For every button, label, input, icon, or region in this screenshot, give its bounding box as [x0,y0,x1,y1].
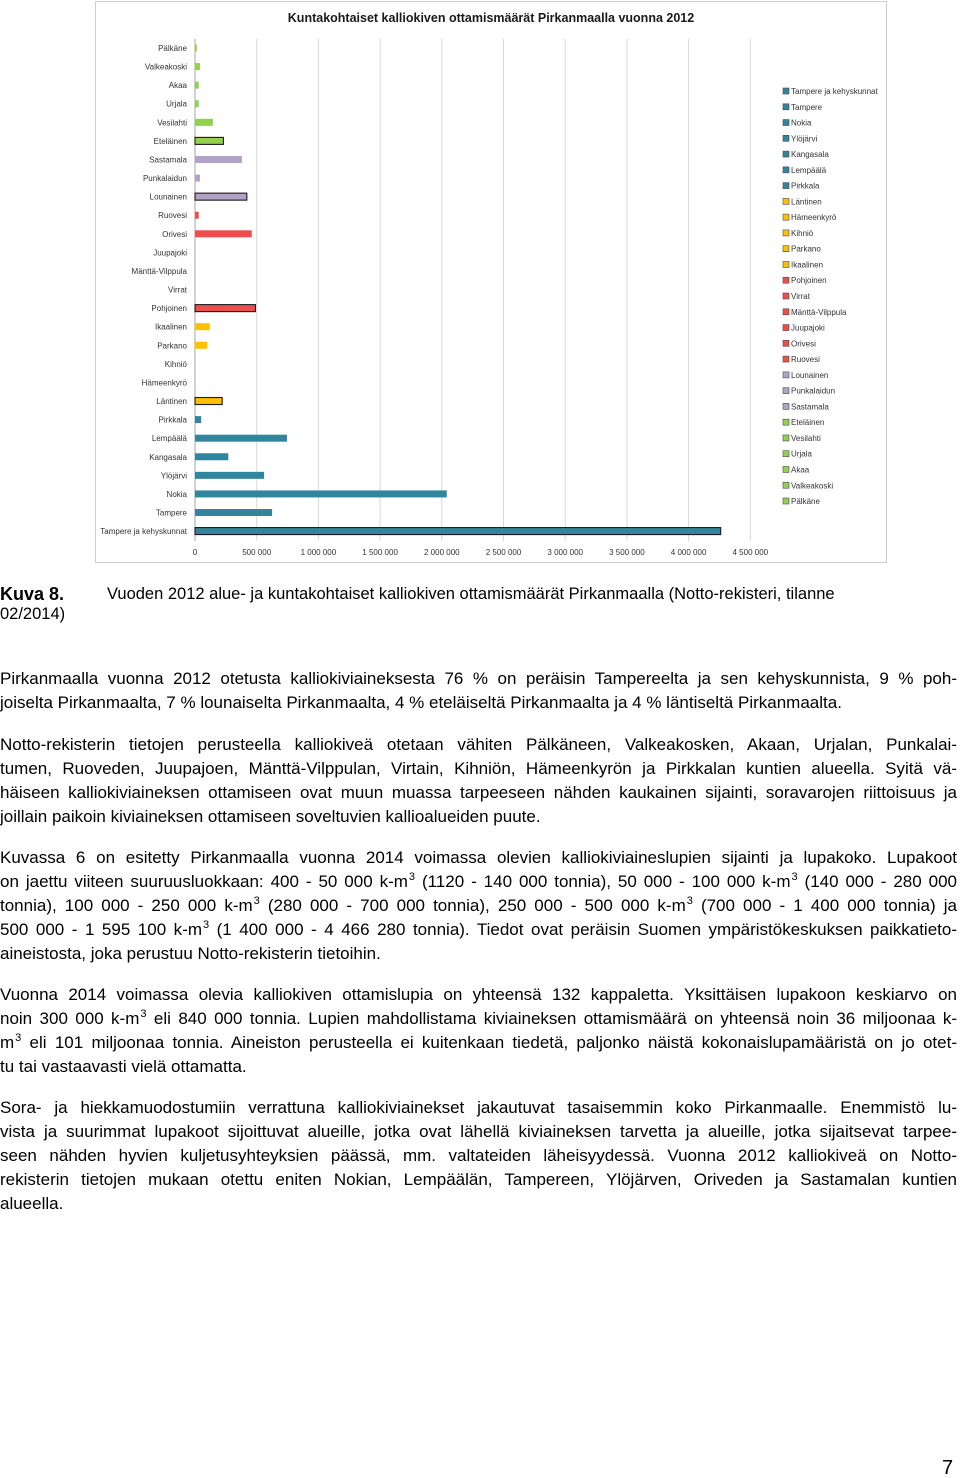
legend-swatch [783,498,789,504]
x-tick-label: 1 000 000 [300,548,337,557]
category-label: Tampere ja kehyskunnat [100,527,187,537]
category-label: Vesilahti [157,118,187,128]
bar [195,82,199,89]
legend-swatch [783,88,789,94]
legend-label: Virrat [791,292,810,302]
superscript: 3 [686,895,693,907]
chart-title: Kuntakohtaiset kalliokiven ottamismäärät Pirkanmaalla vuonna 2012 [287,11,695,25]
legend-label: Punkalaidun [791,386,836,396]
figure-label: Kuva 8. [0,584,65,604]
bar [195,435,287,442]
text-line [0,1168,957,1192]
bar [195,509,272,516]
text-segment: on jaettu viiteen suuruusluokkaan: 400 - 50 000 k-m [0,872,408,891]
legend-label: Lounainen [791,370,829,380]
bar [195,156,242,163]
bar [195,323,210,330]
category-label: Läntinen [156,397,187,407]
text-segment: m [0,1033,15,1052]
legend-label: Sastamala [791,402,829,412]
legend-label: Nokia [791,118,812,128]
legend-swatch [783,309,789,315]
legend-swatch [783,135,789,141]
bar [195,453,228,460]
text-segment: noin 300 000 k-m [0,1009,140,1028]
text-segment: (280 000 - 700 000 tonnia), 250 000 - 500 000 k-m [259,896,686,915]
bar [195,230,252,237]
text-segment: rekisterin tietojen mukaan otettu eniten Nokian, Lempäälän, Tampereen, Ylöjärven, Oriveden ja Sastamalan kuntien [0,1170,957,1189]
text-segment: seen nähden hyvien kuljetusyhteyksien päässä, mm. valtateiden läheisyydessä. Vuonna 2012 kalliokiveä on Notto- [0,1146,957,1165]
category-label: Eteläinen [153,136,187,146]
text-line [0,894,957,918]
legend-swatch [783,356,789,362]
figure-caption-line: 02/2014) [0,605,66,623]
legend-swatch [783,325,789,331]
text-segment: alueella. [0,1194,64,1213]
legend-swatch [783,419,789,425]
text-segment: (1120 - 140 000 tonnia), 50 000 - 100 000 k-m [415,872,791,891]
text-segment: Notto-rekisterin tietojen perusteella kalliokiveä otetaan vähiten Pälkäneen, Valkeakosken, Akaan, Urjalan, Punkalai- [0,735,957,754]
legend-label: Valkeakoski [791,481,834,491]
category-label: Ylöjärvi [160,471,187,481]
text-segment: (140 000 - 280 000 [797,872,958,891]
legend-swatch [783,198,789,204]
x-tick-label: 4 000 000 [670,548,707,557]
paragraph-4 [0,983,957,1079]
legend-swatch [783,151,789,157]
superscript: 3 [408,871,416,883]
paragraph-2 [0,733,957,829]
category-label: Hämeenkyrö [141,378,187,388]
category-label: Ruovesi [158,211,187,221]
bar [195,305,255,312]
bar [195,490,447,497]
text-segment: Vuonna 2014 voimassa olevia kalliokiven ottamislupia on yhteensä 132 kappaletta. Yksittäisen lupakoon keskiarvo on [0,985,957,1004]
category-label: Valkeakoski [144,62,187,72]
legend-swatch [783,372,789,378]
legend-label: Kangasala [791,150,829,160]
legend-label: Mänttä-Vilppula [791,307,847,317]
bar [195,137,223,144]
text-line [0,1007,957,1031]
legend-label: Pohjoinen [791,276,827,286]
text-segment: (1 400 000 - 4 466 280 tonnia). Tiedot ovat peräisin Suomen ympäristökeskuksen paikkatieto- [209,920,957,939]
category-label: Pohjoinen [151,304,187,314]
text-line [0,691,957,715]
legend-label: Kihniö [791,228,814,238]
text-segment: joillain paikoin kiviaineksen ottamiseen soveltuvien kallioalueiden puute. [0,807,541,826]
legend-swatch [783,261,789,267]
text-line [0,667,957,691]
bar [195,63,200,70]
legend-swatch [783,435,789,441]
text-line [0,757,957,781]
text-segment: häiseen kalliokiviaineksen ottamiseen ovat muun muassa tarpeeseen nähden kaukainen sijainti, soravarojen riittoisuus ja [0,783,957,802]
text-line [0,1144,957,1168]
text-line [0,1120,957,1144]
x-tick-label: 2 500 000 [485,548,522,557]
legend-swatch [783,340,789,346]
bar [195,212,199,219]
legend-label: Ikaalinen [791,260,824,270]
category-label: Akaa [168,81,187,91]
category-label: Sastamala [149,155,187,165]
legend-label: Parkano [791,244,821,254]
bar [195,193,247,200]
x-tick-label: 4 500 000 [732,548,769,557]
legend-swatch [783,183,789,189]
paragraph-3 [0,846,957,966]
text-line [0,781,957,805]
x-tick-label: 500 000 [242,548,272,557]
category-label: Pälkäne [158,44,187,53]
text-line [0,733,957,757]
legend-label: Lempäälä [791,165,827,175]
category-label: Juupajoki [153,248,187,258]
superscript: 3 [15,1032,22,1044]
x-tick-label: 1 500 000 [362,548,398,557]
text-line [0,846,957,870]
legend-swatch [783,214,789,220]
legend-label: Orivesi [791,339,816,349]
category-label: Nokia [166,489,187,499]
text-line [0,942,957,966]
legend-label: Tampere ja kehyskunnat [791,87,878,96]
bar [195,100,199,107]
legend-swatch [783,277,789,283]
category-label: Lempäälä [151,434,187,444]
page-number: 7 [942,1457,954,1478]
figure-caption-line: Vuoden 2012 alue- ja kuntakohtaiset kalliokiven ottamismäärät Pirkanmaalla (Notto-rekisteri, tilanne [107,585,835,603]
category-label: Orivesi [162,229,187,239]
category-label: Mänttä-Vilppula [131,266,187,276]
category-label: Virrat [168,285,187,295]
text-line [0,983,957,1007]
text-segment: Pirkanmaalla vuonna 2012 otetusta kalliokiviaineksesta 76 % on peräisin Tampereelta ja sen kehyskunnista, 9 % poh- [0,669,957,688]
legend-label: Pirkkala [791,181,820,191]
legend-swatch [783,230,789,236]
legend-label: Ruovesi [791,355,820,365]
legend-label: Tampere [791,102,823,112]
bar [195,472,264,479]
text-line [0,1031,957,1055]
category-label: Punkalaidun [142,174,187,184]
text-line [0,1192,957,1216]
legend-swatch [783,167,789,173]
text-segment: tu tai vastaavasti vielä ottamatta. [0,1057,247,1076]
legend-label: Urjala [791,449,812,459]
bar [195,398,222,405]
legend-label: Eteläinen [791,418,825,428]
legend-swatch [783,403,789,409]
category-label: Urjala [166,99,187,109]
text-segment: eli 101 miljoonaa tonnia. Aineiston perusteella ei kuitenkaan tiedetä, paljonko näistä kokonaislupamääristä on jo otet- [21,1033,957,1052]
x-tick-label: 3 000 000 [547,548,583,557]
category-label: Kangasala [149,452,187,462]
text-segment: tonnia), 100 000 - 250 000 k-m [0,896,253,915]
legend-label: Läntinen [791,197,822,207]
text-segment: 500 000 - 1 595 100 k-m [0,920,202,939]
bar [195,175,200,182]
legend-label: Vesilahti [791,433,821,443]
text-segment: Sora- ja hiekkamuodostumiin verrattuna kalliokiviainekset jakautuvat tasaisemmin koko Pirkanmaalle. Enemmistö lu- [0,1098,957,1117]
legend-swatch [783,293,789,299]
paragraph-1 [0,667,957,715]
superscript: 3 [791,871,798,883]
bar [195,119,213,126]
text-segment: eli 840 000 tonnia. Lupien mahdollistama kiviaineksen ottamismäärä on yhteensä noin 36 miljoonaa k- [146,1009,957,1028]
bar-chart [0,0,960,566]
text-segment: aineistosta, joka perustuu Notto-rekisterin tietoihin. [0,944,381,963]
legend-swatch [783,246,789,252]
text-segment: Kuvassa 6 on esitetty Pirkanmaalla vuonna 2014 voimassa olevien kalliokiviaineslupien sijainti ja lupakoko. Lupakoot [0,848,957,867]
category-label: Ikaalinen [154,322,187,332]
x-tick-label: 2 000 000 [424,548,460,557]
category-label: Parkano [157,341,187,351]
legend-swatch [783,466,789,472]
bar [195,342,207,349]
legend-swatch [783,388,789,394]
text-segment: joiselta Pirkanmaalta, 7 % lounaiselta Pirkanmaalta, 4 % eteläiseltä Pirkanmaalta ja 4 % läntiseltä Pirkanmaalta. [0,693,842,712]
legend-label: Hämeenkyrö [791,213,837,223]
legend-label: Juupajoki [791,323,825,333]
superscript: 3 [203,919,210,931]
text-line [0,805,957,829]
text-line [0,918,957,942]
category-label: Kihniö [164,359,187,369]
superscript: 3 [253,895,260,907]
bar [195,528,721,535]
superscript: 3 [140,1008,147,1020]
paragraph-5 [0,1096,957,1216]
text-line [0,1096,957,1120]
category-label: Tampere [155,508,187,518]
legend-swatch [783,482,789,488]
category-label: Pirkkala [158,415,187,425]
bar [195,45,197,52]
legend-swatch [783,104,789,110]
legend-swatch [783,120,789,126]
legend-label: Pälkäne [791,497,820,507]
x-tick-label: 3 500 000 [609,548,645,557]
legend-swatch [783,451,789,457]
text-segment: tumen, Ruoveden, Juupajoen, Mänttä-Vilppulan, Virtain, Kihniön, Hämeenkyrön ja Pirkkalan kuntien alueella. Syitä vä- [0,759,957,778]
category-label: Lounainen [149,192,187,202]
bar [195,416,201,423]
text-segment: (700 000 - 1 400 000 tonnia) ja [692,896,957,915]
text-line [0,1055,957,1079]
text-line [0,870,957,894]
legend-label: Akaa [791,465,810,475]
legend-label: Ylöjärvi [791,134,818,144]
x-tick-label: 0 [192,548,198,557]
text-segment: vista ja suurimmat lupakoot sijoittuvat alueille, jotka ovat lähellä kiviaineksen tarvetta ja alueille, jotka sijaitsevat tarpee- [0,1122,957,1141]
